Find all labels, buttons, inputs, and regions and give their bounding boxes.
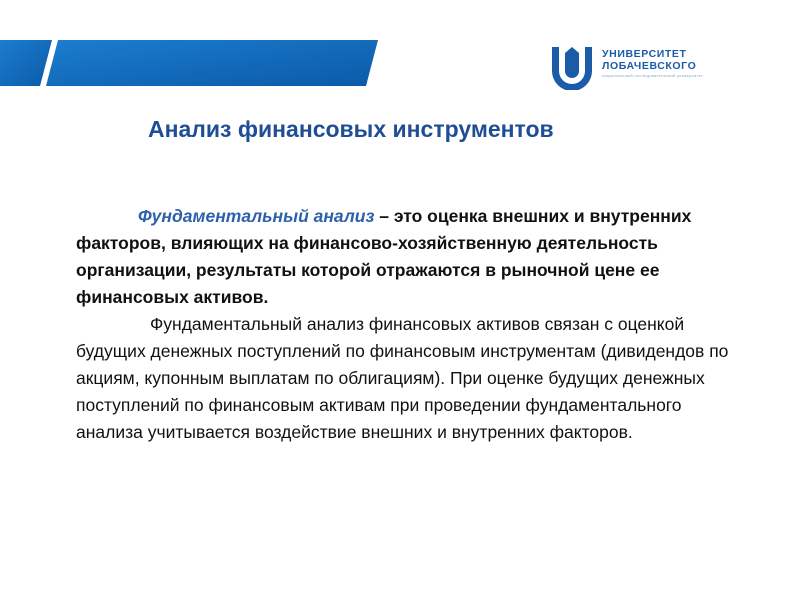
header-banner [0, 40, 390, 86]
slide-title: Анализ финансовых инструментов [148, 116, 554, 142]
logo-subtitle: национальный исследовательский университет [602, 73, 704, 78]
university-logo-name [602, 48, 696, 72]
logo-title-line1: УНИВЕРСИТЕТ [602, 48, 687, 60]
explanation-paragraph: Фундаментальный анализ финансовых активов связан с оценкой будущих денежных поступлений по финансовым инструментам (дивидендов по акциям, купонным выплатам по облигациям). При оценке будущих денежных поступлений по финансовым активам при проведении фундаментального анализа учитывается воздействие внешних и внутренних факторов. [76, 314, 729, 442]
university-logo [548, 44, 748, 90]
university-logo-mark-icon [548, 44, 596, 90]
definition-paragraph [76, 203, 748, 311]
slide-body [76, 203, 748, 446]
banner-stripes [0, 40, 390, 86]
definition-term: Фундаментальный анализ [138, 206, 375, 226]
definition-text: – это оценка внешних и внутренних факторов, влияющих на финансово-хозяйственную деятельность организации, результаты которой отражаются в рыночной цене ее финансовых активов. [76, 206, 692, 307]
logo-title-line2: ЛОБАЧЕВСКОГО [602, 60, 697, 72]
